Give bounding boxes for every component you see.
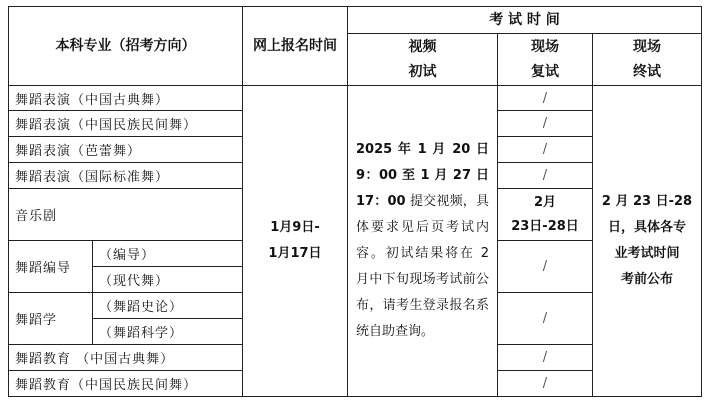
- exam-schedule-table: [8, 6, 702, 397]
- header-video-initial-line1: 视频: [348, 34, 498, 60]
- header-onsite-retest-line1: 现场: [498, 34, 593, 60]
- video-instructions: 提交视频，具体要求见后页考试内容。初试结果将在 2 月中下旬现场考试前公布，请考生登录报名系统自助查询。: [356, 194, 489, 339]
- row-dance-ballroom: 舞蹈表演（国际标准舞）: [9, 163, 243, 189]
- retest-slash: /: [498, 137, 593, 163]
- reg-period-line1: 1月9日-: [270, 220, 320, 235]
- row-dance-studies-history: （舞蹈史论）: [93, 293, 243, 319]
- row-choreography-modern: （现代舞）: [93, 267, 243, 293]
- row-dance-ballet: 舞蹈表演（芭蕾舞）: [9, 137, 243, 163]
- row-dance-studies-major: 舞蹈学: [9, 293, 93, 345]
- row-choreography-major: 舞蹈编导: [9, 241, 93, 293]
- retest-musical-line1: 2月: [533, 194, 557, 210]
- row-musical: 音乐剧: [9, 189, 243, 241]
- retest-musical: [498, 189, 593, 241]
- header-major: 本科专业（招考方向）: [9, 7, 243, 86]
- header-onsite-retest-line2: 复试: [498, 60, 593, 86]
- header-exam-time: 考 试 时 间: [348, 7, 702, 34]
- retest-slash: /: [498, 241, 593, 293]
- row-dance-studies-science: （舞蹈科学）: [93, 319, 243, 345]
- final-line2: 日，具体各专: [607, 220, 686, 235]
- retest-slash: /: [498, 163, 593, 189]
- registration-period: [243, 86, 348, 397]
- final-exam-description: [593, 86, 702, 397]
- final-line4: 考前公布: [620, 272, 673, 287]
- header-reg-time: 网上报名时间: [243, 7, 348, 86]
- header-onsite-final-line1: 现场: [593, 34, 702, 60]
- retest-slash: /: [498, 345, 593, 371]
- row-dance-classical: 舞蹈表演（中国古典舞）: [9, 86, 243, 111]
- header-video-initial-line2: 初试: [348, 60, 498, 86]
- video-initial-description: [348, 86, 498, 397]
- retest-slash: /: [498, 111, 593, 137]
- video-deadline: 2025 年 1 月 20 日 9：00 至 1 月 27 日 17：00: [356, 142, 489, 209]
- retest-musical-line2: 23日-28日: [511, 218, 579, 234]
- row-choreography-directing: （编导）: [93, 241, 243, 267]
- retest-slash: /: [498, 293, 593, 345]
- row-dance-education-classical: 舞蹈教育 （中国古典舞）: [9, 345, 243, 371]
- final-line1: 2 月 23 日-28: [601, 194, 693, 209]
- retest-slash: /: [498, 371, 593, 397]
- reg-period-line2: 1月17日: [268, 246, 322, 261]
- row-dance-education-folk: 舞蹈教育（中国民族民间舞）: [9, 371, 243, 397]
- row-dance-folk: 舞蹈表演（中国民族民间舞）: [9, 111, 243, 137]
- final-line3: 业考试时间: [614, 246, 680, 261]
- retest-slash: /: [498, 86, 593, 111]
- header-onsite-final-line2: 终试: [593, 60, 702, 86]
